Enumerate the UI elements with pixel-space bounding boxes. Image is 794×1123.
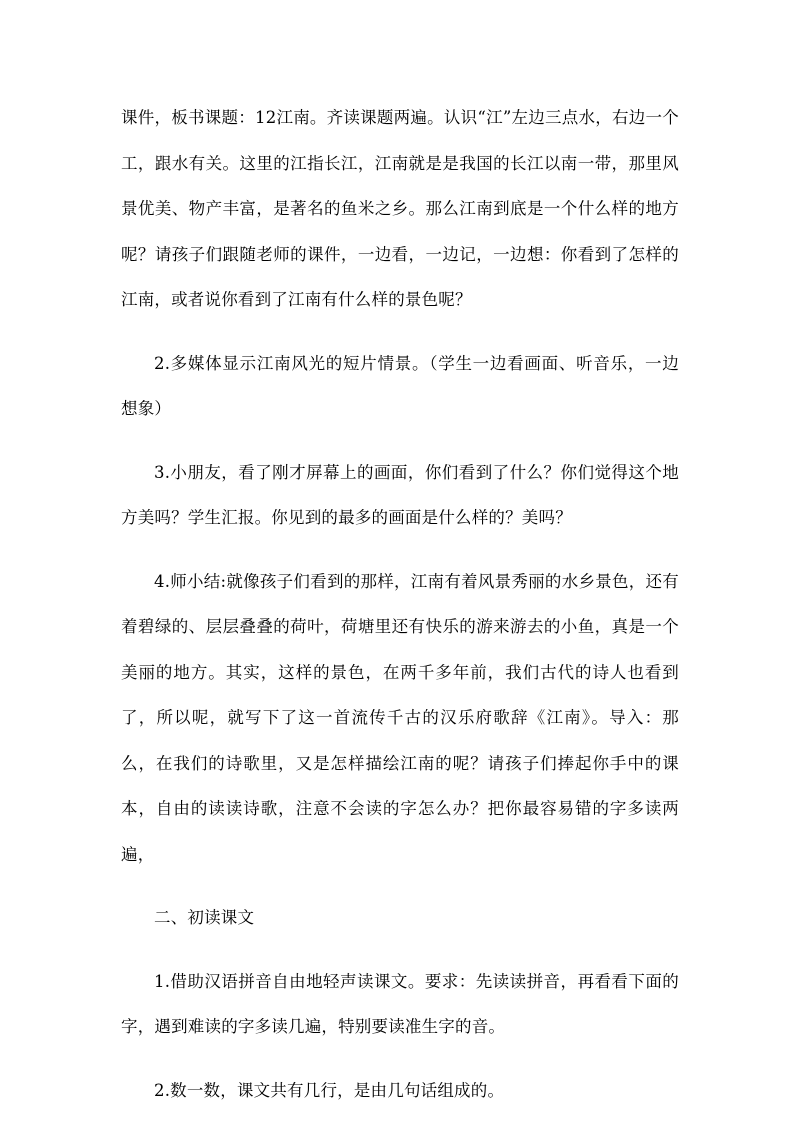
paragraph-intro: 课件，板书课题：12江南。齐读课题两遍。认识“江”左边三点水，右边一个工，跟水有关。这里的江指长江，江南就是是我国的长江以南一带，那里风景优美、物产丰富，是著名的鱼米之乡。那么江南到底是一个什么样的地方呢？请孩子们跟随老师的课件，一边看，一边记，一边想：你看到了怎样的江南，或者说你看到了江南有什么样的景色呢？ [121, 108, 679, 309]
document-body [121, 95, 679, 1113]
section-heading-first-reading: 二、初读课文 [154, 908, 255, 927]
paragraph-step-2: 2.多媒体显示江南风光的短片情景。（学生一边看画面、听音乐，一边想象） [121, 353, 679, 418]
paragraph-step-4: 4.师小结:就像孩子们看到的那样，江南有着风景秀丽的水乡景色，还有着碧绿的、层层叠叠的荷叶，荷塘里还有快乐的游来游去的小鱼，真是一个美丽的地方。其实，这样的景色，在两千多年前，我们古代的诗人也看到了，所以呢，就写下了这一首流传千古的汉乐府歌辞《江南》。导入：那么，在我们的诗歌里，又是怎样描绘江南的呢？请孩子们捧起你手中的课本，自由的读读诗歌，注意不会读的字怎么办？把你最容易错的字多读两遍， [121, 571, 679, 864]
paragraph-reading-step-1: 1.借助汉语拼音自由地轻声读课文。要求：先读读拼音，再看看下面的字，遇到难读的字多读几遍，特别要读准生字的音。 [121, 971, 679, 1036]
paragraph-reading-step-2: 2.数一数，课文共有几行，是由几句话组成的。 [154, 1080, 505, 1100]
paragraph-step-3: 3.小朋友，看了刚才屏幕上的画面，你们看到了什么？你们觉得这个地方美吗？学生汇报。你见到的最多的画面是什么样的？美吗？ [121, 462, 679, 527]
